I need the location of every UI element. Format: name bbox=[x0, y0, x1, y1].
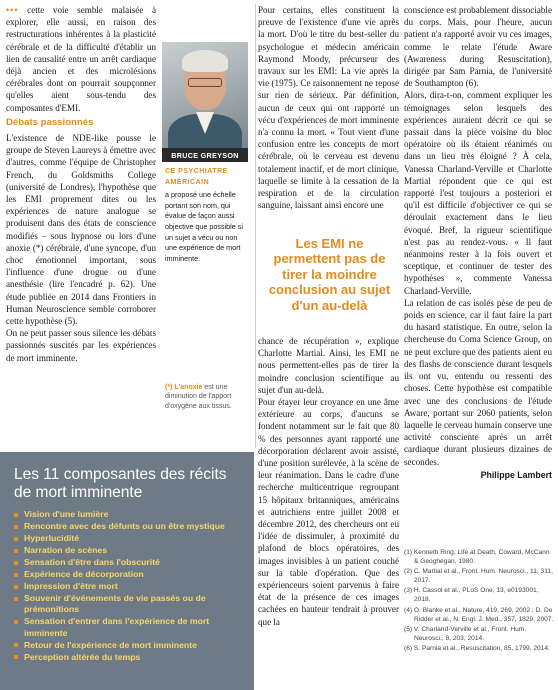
components-box bbox=[0, 452, 254, 690]
reference-item: (2) C. Martial et al., Front. Hum. Neurosci., 11, 311, 2017. bbox=[404, 568, 553, 585]
list-item: Souvenir d'événements de vie passés ou de prémonitions bbox=[14, 593, 242, 616]
list-item: Sensation d'être dans l'obscurité bbox=[14, 557, 242, 568]
list-item: Sensation d'entrer dans l'expérience de mort imminente bbox=[14, 616, 242, 639]
reference-item: (5) V. Charland-Verville et al., Front. Hum. Neurosci., 8, 203, 2014. bbox=[404, 625, 527, 642]
list-item: Expérience de décorporation bbox=[14, 569, 242, 580]
paragraph: L'existence de NDE-like pousse le groupe de Steven Laureys à émettre avec d'autres, comme l'équipe de Christopher French, du Goldsmiths College (université de Londres), l'hypothèse que les EMI proprement dites ou les expériences de nature analogue se produisent dans des états de conscience modifiés – sous hypnose ou lors d'une anoxie (*) cérébrale, d'une syncope, d'un choc émotionnel important, sous l'influence d'une drogue ou d'une anesthésie (lire l'encadré p. 62). Une étude publiée en 2014 dans Frontiers in Human Neuroscience semble corroborer cette hypothèse (5). bbox=[6, 133, 156, 327]
paragraph: Pour certains, elles constituent la preuve de l'existence d'une vie après la mort. D'où le titre du best-seller du psychologue et médecin américain Raymond Moody, précurseur des travaux sur les EMI: La vie après la vie (1975). Ce raisonnement ne repose sur rien de sérieux. Par définition, aucun de ceux qui ont rapporté un vécu d'expériences de mort imminente n'a connu la mort. « Tout vient d'une confusion entre les concepts de mort cérébrale, où le cerveau est devenu totalement inactif, et de mort clinique, laquelle se limite à la cessation de la respiration et de la circulation sanguine, laissant ainsi encore une bbox=[258, 5, 399, 211]
photo-role: CE PSYCHIATRE AMÉRICAIN bbox=[165, 168, 228, 186]
glossary-note bbox=[165, 383, 251, 411]
portrait-photo bbox=[162, 42, 248, 162]
references bbox=[404, 548, 554, 654]
paragraph: Alors, dira-t-on, comment expliquer les témoignages selon lesquels des expériences auraient décrit ce qui se passait dans la pièce voisine du bloc opératoire où ils étaient réanimés ou dans un lieu très éloigné ? À cela, Vanessa Charland-Verville et Charlotte Martial répondent que ce qui est rapporté l'est toujours a posteriori et qu'il est difficile d'objectiver ce qui se déroulait exactement dans le lieu évoqué. Bref, la rigueur scientifique n'est pas au rendez-vous. « Il faut néanmoins rester à la fois ouvert et sceptique, et continuer de tester des hypothèses », commente Vanessa Charland-Verville. bbox=[404, 90, 552, 296]
author-signature: Philippe Lambert bbox=[480, 469, 552, 480]
glossary-definition: est une diminution de l'apport d'oxygène aux tissus. bbox=[165, 384, 232, 410]
paragraph: Pour étayer leur croyance en une âme extérieure au corps, d'aucuns se fondent notamment sur le fait que 80 % des personnes ayant rapporté une décorporation déclarent avoir assisté, d'une position surélevée, à la scène de leur réanimation. Dans le cadre d'une recherche multicentrique regroupant 15 hôpitaux britanniques, américains et autrichiens entre juillet 2008 et décembre 2012, des chercheurs ont eu l'idée de dissimuler, à proximité du plafond de blocs opératoires, des images invisibles à un patient couché sur la table d'opération. Que des expérienceurs soient parvenus à faire état de la présence de ces images cachées en hauteur tendrait à prouver que la bbox=[258, 397, 399, 627]
list-item: Hyperlucidité bbox=[14, 533, 242, 544]
column-3-continued bbox=[258, 335, 399, 628]
list-item: Narration de scènes bbox=[14, 545, 242, 556]
column-4 bbox=[404, 4, 552, 481]
paragraph: On ne peut passer sous silence les débats passionnés suscités par les expériences de mort imminente. bbox=[6, 328, 156, 363]
reference-item: (4) O. Blanke et al., Nature, 419, 269, 2002 ; D. De Ridder et al., N. Engl. J. Med., 357, 1829, 2007. bbox=[404, 606, 554, 623]
paragraph: La relation de cas isolés pèse de peu de poids en science, car il faut faire la part du hasard statistique. En outre, selon la chercheuse du Coma Science Group, on ne peut exclure que des patients aient eu des flashs de conscience durant lesquels ils ont vu, entendu ou ressenti des choses. Cette hypothèse est compatible avec une des conclusions de l'étude Aware, portant sur 2060 patients, selon laquelle le cerveau humain conserve une activité consciente après un arrêt cardiaque durant plusieurs dizaines de secondes. bbox=[404, 297, 552, 467]
column-divider bbox=[255, 4, 256, 448]
section-subhead: Débats passionnés bbox=[6, 116, 94, 128]
list-item: Perception altérée du temps bbox=[14, 652, 242, 663]
paragraph: chance de récupération », explique Charlotte Martial. Ainsi, les EMI ne nous permettent-elles pas de tirer la moindre conclusion scientifique au sujet d'un au-delà. bbox=[258, 336, 399, 395]
reference-item: (3) H. Cassol et al., PLoS One, 13, e0193001, 2018. bbox=[404, 587, 539, 604]
photo-description: a proposé une échelle portant son nom, qui évalue de façon aussi objective que possible si un sujet a vécu ou non une expérience de mort imminente. bbox=[165, 190, 243, 263]
paragraph: conscience est probablement dissociable du corps. Mais, pour l'heure, aucun patient n'a rapporté avoir vu ces images, comme le relate l'étude Aware (Awareness during Resuscitation), dirigée par Sam Parnia, de l'université de Southampton (6). bbox=[404, 5, 552, 89]
column-1 bbox=[6, 4, 156, 364]
reference-item: (1) Kenneth Ring, Life at Death, Coward, McCann & Geoghegan, 1980. bbox=[404, 549, 550, 566]
paragraph: ••• cette voie semble malaisée à explorer, elle aussi, en raison des restructurations inhérentes à la plasticité cérébrale et de la difficulté d'établir un lien de causalité entre un arrêt cardiaque déjà ancien et des microlésions cérébrales dont on pourrait soupçonner qu'elles aient sous-tendu des composantes d'EMI. bbox=[6, 5, 156, 113]
column-3 bbox=[258, 4, 399, 211]
box-title: Les 11 composantes des récits de mort imminente bbox=[14, 466, 227, 501]
components-list bbox=[14, 509, 242, 663]
list-item: Vision d'une lumière bbox=[14, 509, 242, 520]
glossary-term: (*) L'anoxie bbox=[165, 384, 203, 391]
bullet-dots: ••• bbox=[6, 5, 19, 15]
reference-item: (6) S. Parnia et al., Resuscitation, 85, 1799, 2014. bbox=[404, 644, 550, 652]
photo-caption: BRUCE GREYSON bbox=[162, 148, 248, 162]
list-item: Retour de l'expérience de mort imminente bbox=[14, 640, 242, 651]
photo-sidecaption bbox=[165, 167, 251, 264]
list-item: Impression d'être mort bbox=[14, 581, 242, 592]
pull-quote: Les EMI ne permettent pas de tirer la moindre conclusion au sujet d'un au-delà bbox=[268, 236, 391, 313]
list-item: Rencontre avec des défunts ou un être mystique bbox=[14, 521, 242, 532]
